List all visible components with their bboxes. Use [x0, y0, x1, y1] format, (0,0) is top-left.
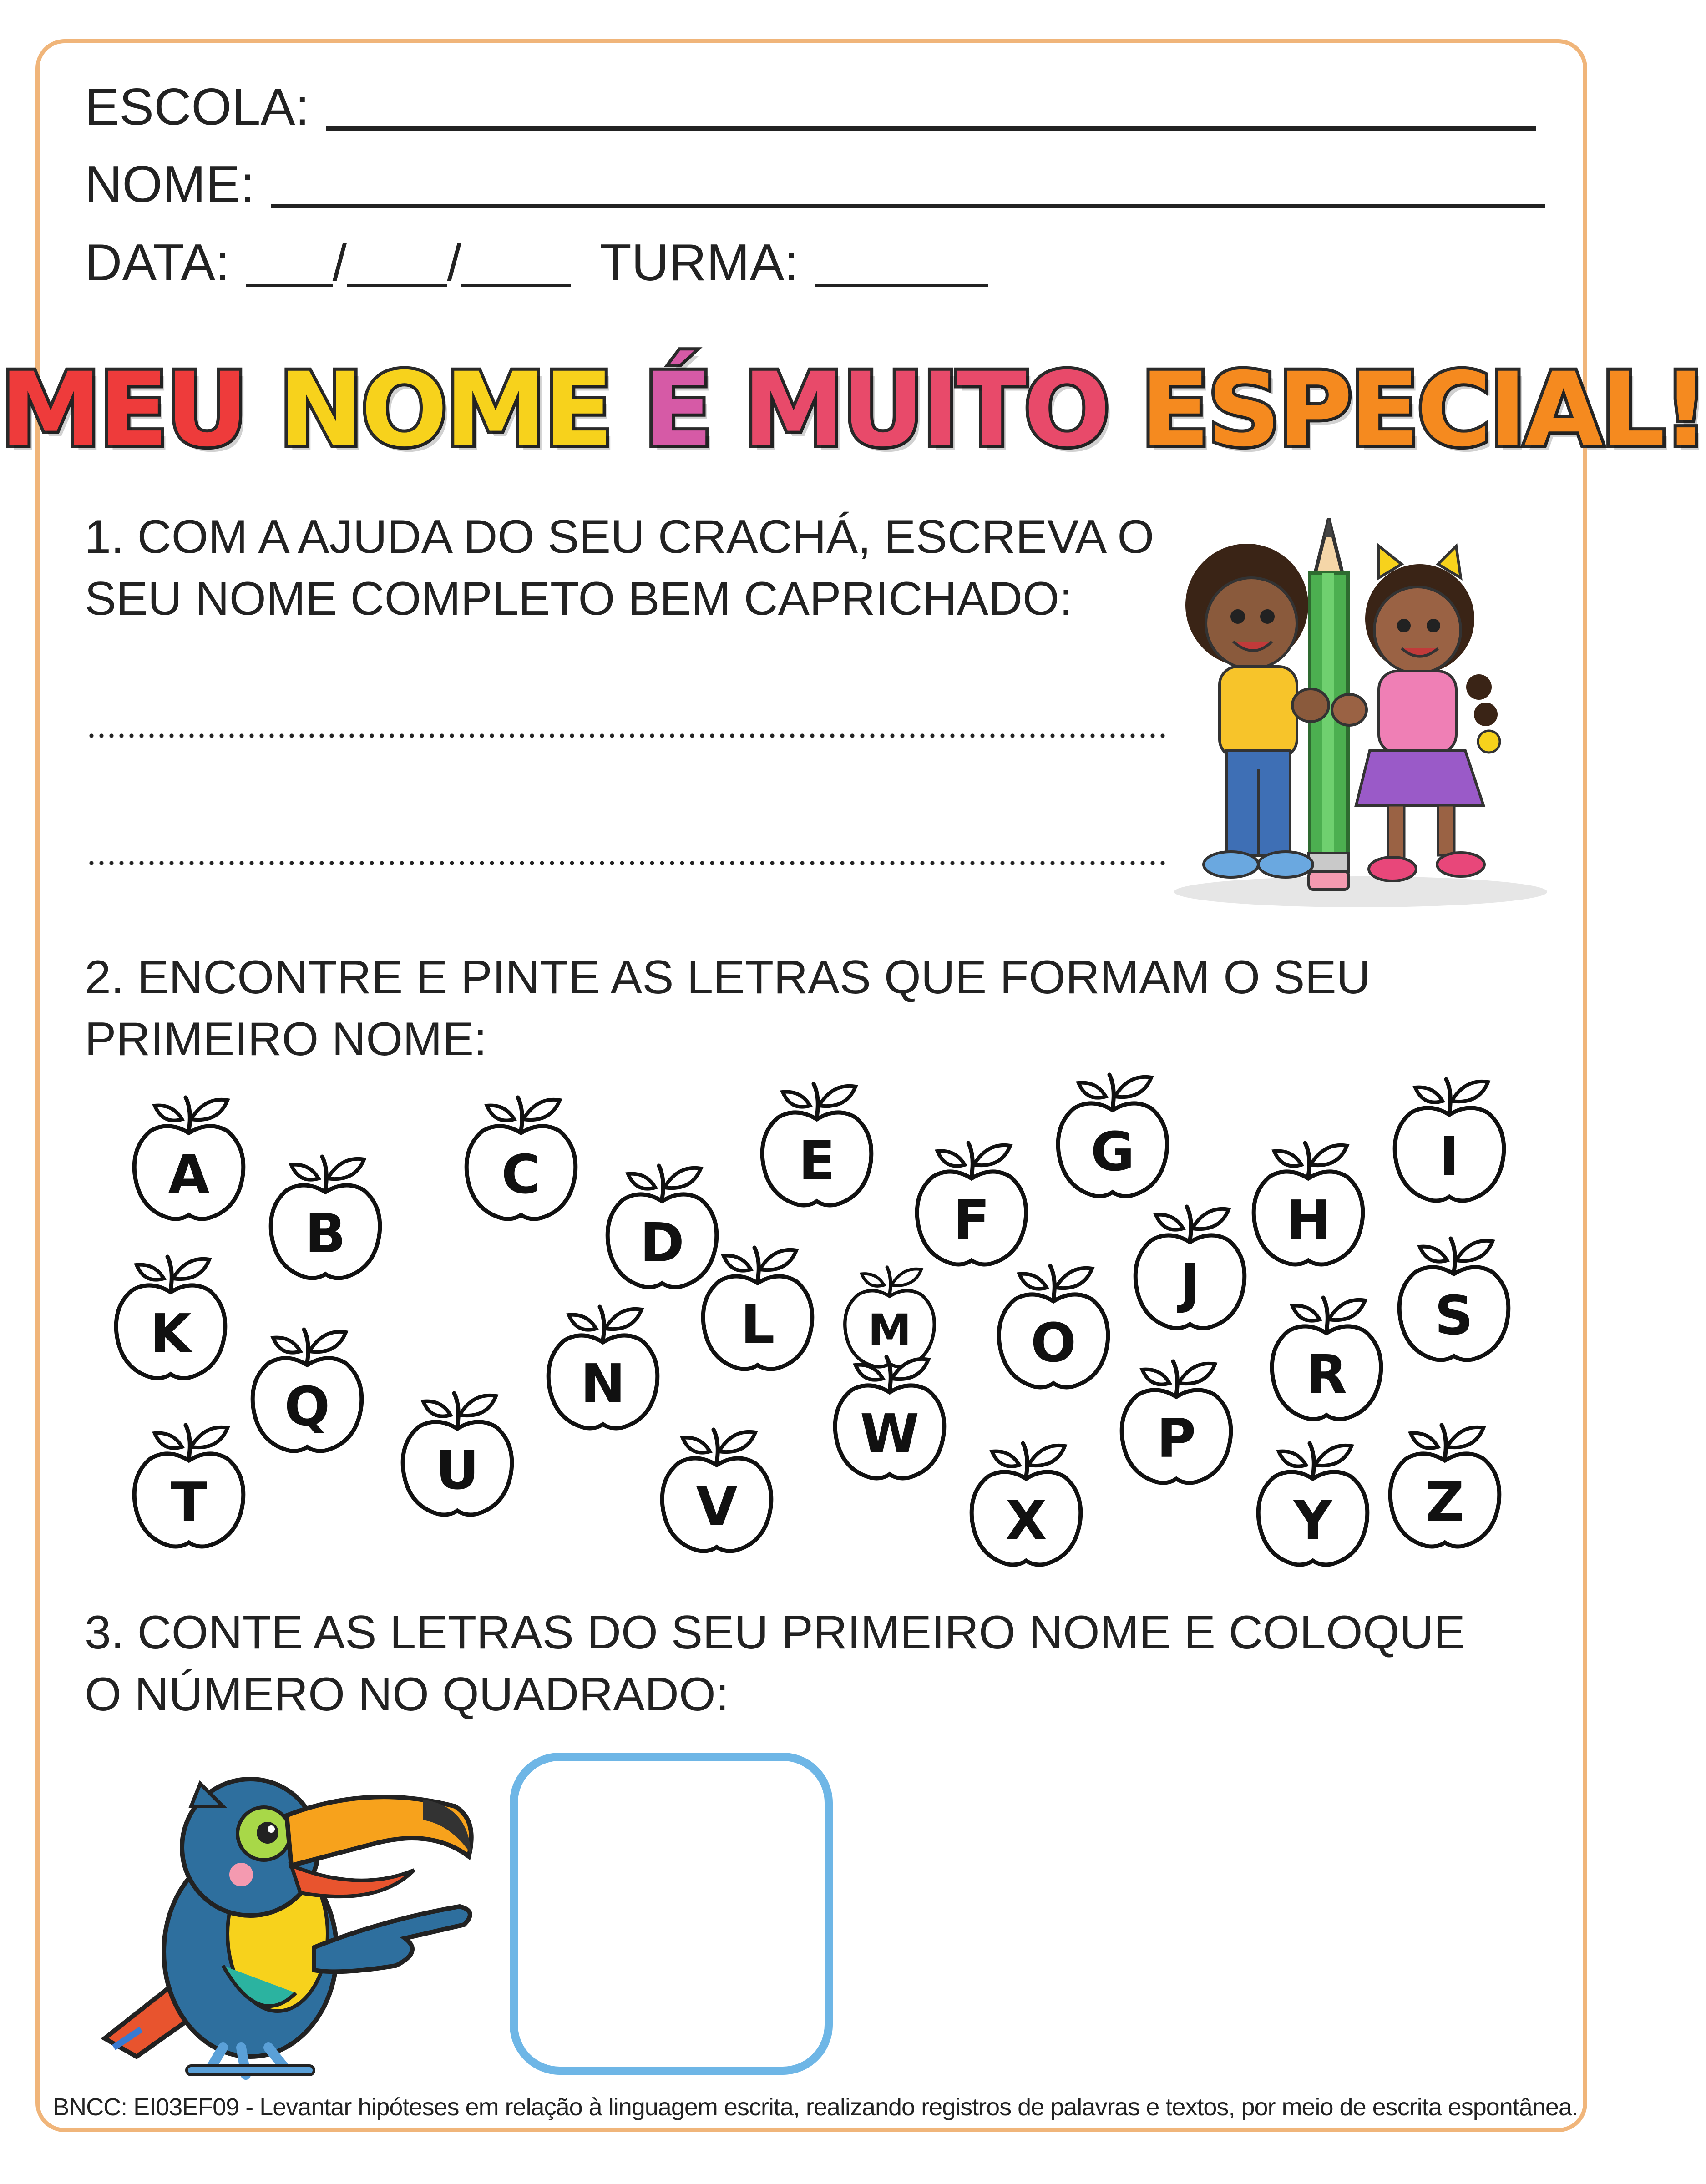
question-2-line-1: 2. ENCONTRE E PINTE AS LETRAS QUE FORMAM O SEU: [85, 951, 1371, 1004]
answer-box[interactable]: [510, 1753, 833, 2075]
apple-letter-label: T: [170, 1471, 208, 1533]
question-2-line-2: PRIMEIRO NOME:: [85, 1013, 487, 1066]
toucan-pointing-icon: [86, 1756, 505, 2084]
apple-letter-label: E: [798, 1129, 835, 1192]
class-line[interactable]: [815, 283, 988, 287]
apple-letter-label: H: [1286, 1188, 1331, 1251]
apple-letter-y[interactable]: [1251, 1433, 1374, 1570]
apple-letter-x[interactable]: [965, 1433, 1088, 1570]
question-3-line-2: O NÚMERO NO QUADRADO:: [85, 1668, 729, 1721]
apple-letter-w[interactable]: [828, 1347, 951, 1483]
write-line-2[interactable]: [86, 860, 1169, 866]
apple-letter-l[interactable]: [696, 1238, 819, 1374]
date-month-line[interactable]: [347, 283, 447, 287]
title-word-5: ESPECIAL!: [1140, 350, 1706, 469]
apple-letter-label: C: [501, 1143, 541, 1206]
apple-letter-label: V: [696, 1475, 738, 1538]
apple-letter-label: Z: [1425, 1471, 1464, 1533]
apple-letter-label: P: [1156, 1407, 1196, 1470]
apple-letter-label: S: [1434, 1284, 1473, 1347]
apple-letter-label: U: [435, 1439, 479, 1502]
apple-letter-label: W: [860, 1402, 920, 1465]
apple-letter-label: I: [1439, 1125, 1459, 1188]
name-label: NOME:: [85, 156, 255, 213]
kids-holding-pencil-icon: [1165, 514, 1556, 915]
apple-letter-c[interactable]: [460, 1087, 582, 1224]
question-3-line-1: 3. CONTE AS LETRAS DO SEU PRIMEIRO NOME E COLOQUE: [85, 1606, 1465, 1659]
question-1-line-2: SEU NOME COMPLETO BEM CAPRICHADO:: [85, 572, 1073, 625]
title-word-2: NOME: [278, 350, 611, 469]
footer-bncc: BNCC: EI03EF09 - Levantar hipóteses em relação à linguagem escrita, realizando registros de palavras e textos, por meio de escrita espontânea.: [53, 2093, 1578, 2121]
question-1: [85, 506, 1154, 630]
school-row: [85, 77, 1536, 137]
apple-letter-b[interactable]: [264, 1147, 387, 1283]
title-word-4: MUITO: [743, 350, 1108, 469]
apple-letter-o[interactable]: [992, 1256, 1115, 1392]
date-label: DATA:: [85, 234, 230, 292]
apple-letter-label: K: [150, 1302, 192, 1365]
write-line-1[interactable]: [86, 733, 1169, 739]
title-word-1: MEU: [0, 350, 246, 469]
apple-letter-i[interactable]: [1388, 1069, 1511, 1206]
apple-letter-label: Q: [284, 1375, 330, 1438]
apple-letter-label: N: [580, 1352, 626, 1415]
apple-letter-label: M: [867, 1304, 912, 1356]
apple-letter-label: G: [1090, 1120, 1135, 1183]
apple-letter-f[interactable]: [910, 1133, 1033, 1269]
date-sep-2: /: [447, 234, 462, 292]
apple-letter-a[interactable]: [127, 1087, 250, 1224]
apple-letter-label: X: [1005, 1489, 1047, 1552]
apple-letter-r[interactable]: [1265, 1288, 1388, 1424]
apple-letter-label: A: [168, 1143, 210, 1206]
title-word-3: É: [643, 350, 710, 469]
school-label: ESCOLA:: [85, 78, 310, 136]
apple-letter-h[interactable]: [1247, 1133, 1370, 1269]
apple-letter-g[interactable]: [1051, 1065, 1174, 1201]
page-title: [0, 350, 1706, 469]
apple-letter-p[interactable]: [1115, 1351, 1238, 1488]
apple-letter-label: F: [953, 1188, 990, 1251]
apple-letter-e[interactable]: [755, 1074, 878, 1210]
question-1-line-1: 1. COM A AJUDA DO SEU CRACHÁ, ESCREVA O: [85, 511, 1154, 563]
apple-letter-label: L: [740, 1293, 775, 1356]
apple-letter-s[interactable]: [1392, 1228, 1515, 1365]
apple-letter-v[interactable]: [655, 1420, 778, 1556]
school-line[interactable]: [326, 126, 1536, 131]
question-2: [85, 946, 1371, 1070]
apple-letter-j[interactable]: [1129, 1197, 1251, 1333]
apple-letter-label: B: [305, 1202, 346, 1265]
date-year-line[interactable]: [461, 283, 571, 287]
apple-letter-label: O: [1030, 1311, 1077, 1374]
apple-letter-q[interactable]: [246, 1320, 369, 1456]
apple-letter-z[interactable]: [1383, 1415, 1506, 1552]
apple-letter-label: J: [1180, 1252, 1200, 1315]
date-sep-1: /: [332, 234, 347, 292]
apple-letter-label: Y: [1293, 1489, 1332, 1552]
apple-letter-t[interactable]: [127, 1415, 250, 1552]
name-line[interactable]: [271, 203, 1545, 208]
apple-letter-u[interactable]: [396, 1383, 519, 1520]
date-row: [85, 233, 988, 293]
apple-letter-n[interactable]: [542, 1297, 664, 1433]
date-day-line[interactable]: [246, 283, 333, 287]
name-row: [85, 155, 1545, 214]
question-3: [85, 1602, 1465, 1725]
apple-letter-k[interactable]: [109, 1247, 232, 1383]
apple-letter-label: D: [640, 1211, 684, 1274]
apple-letter-label: R: [1306, 1343, 1347, 1406]
class-label: TURMA:: [600, 234, 799, 292]
